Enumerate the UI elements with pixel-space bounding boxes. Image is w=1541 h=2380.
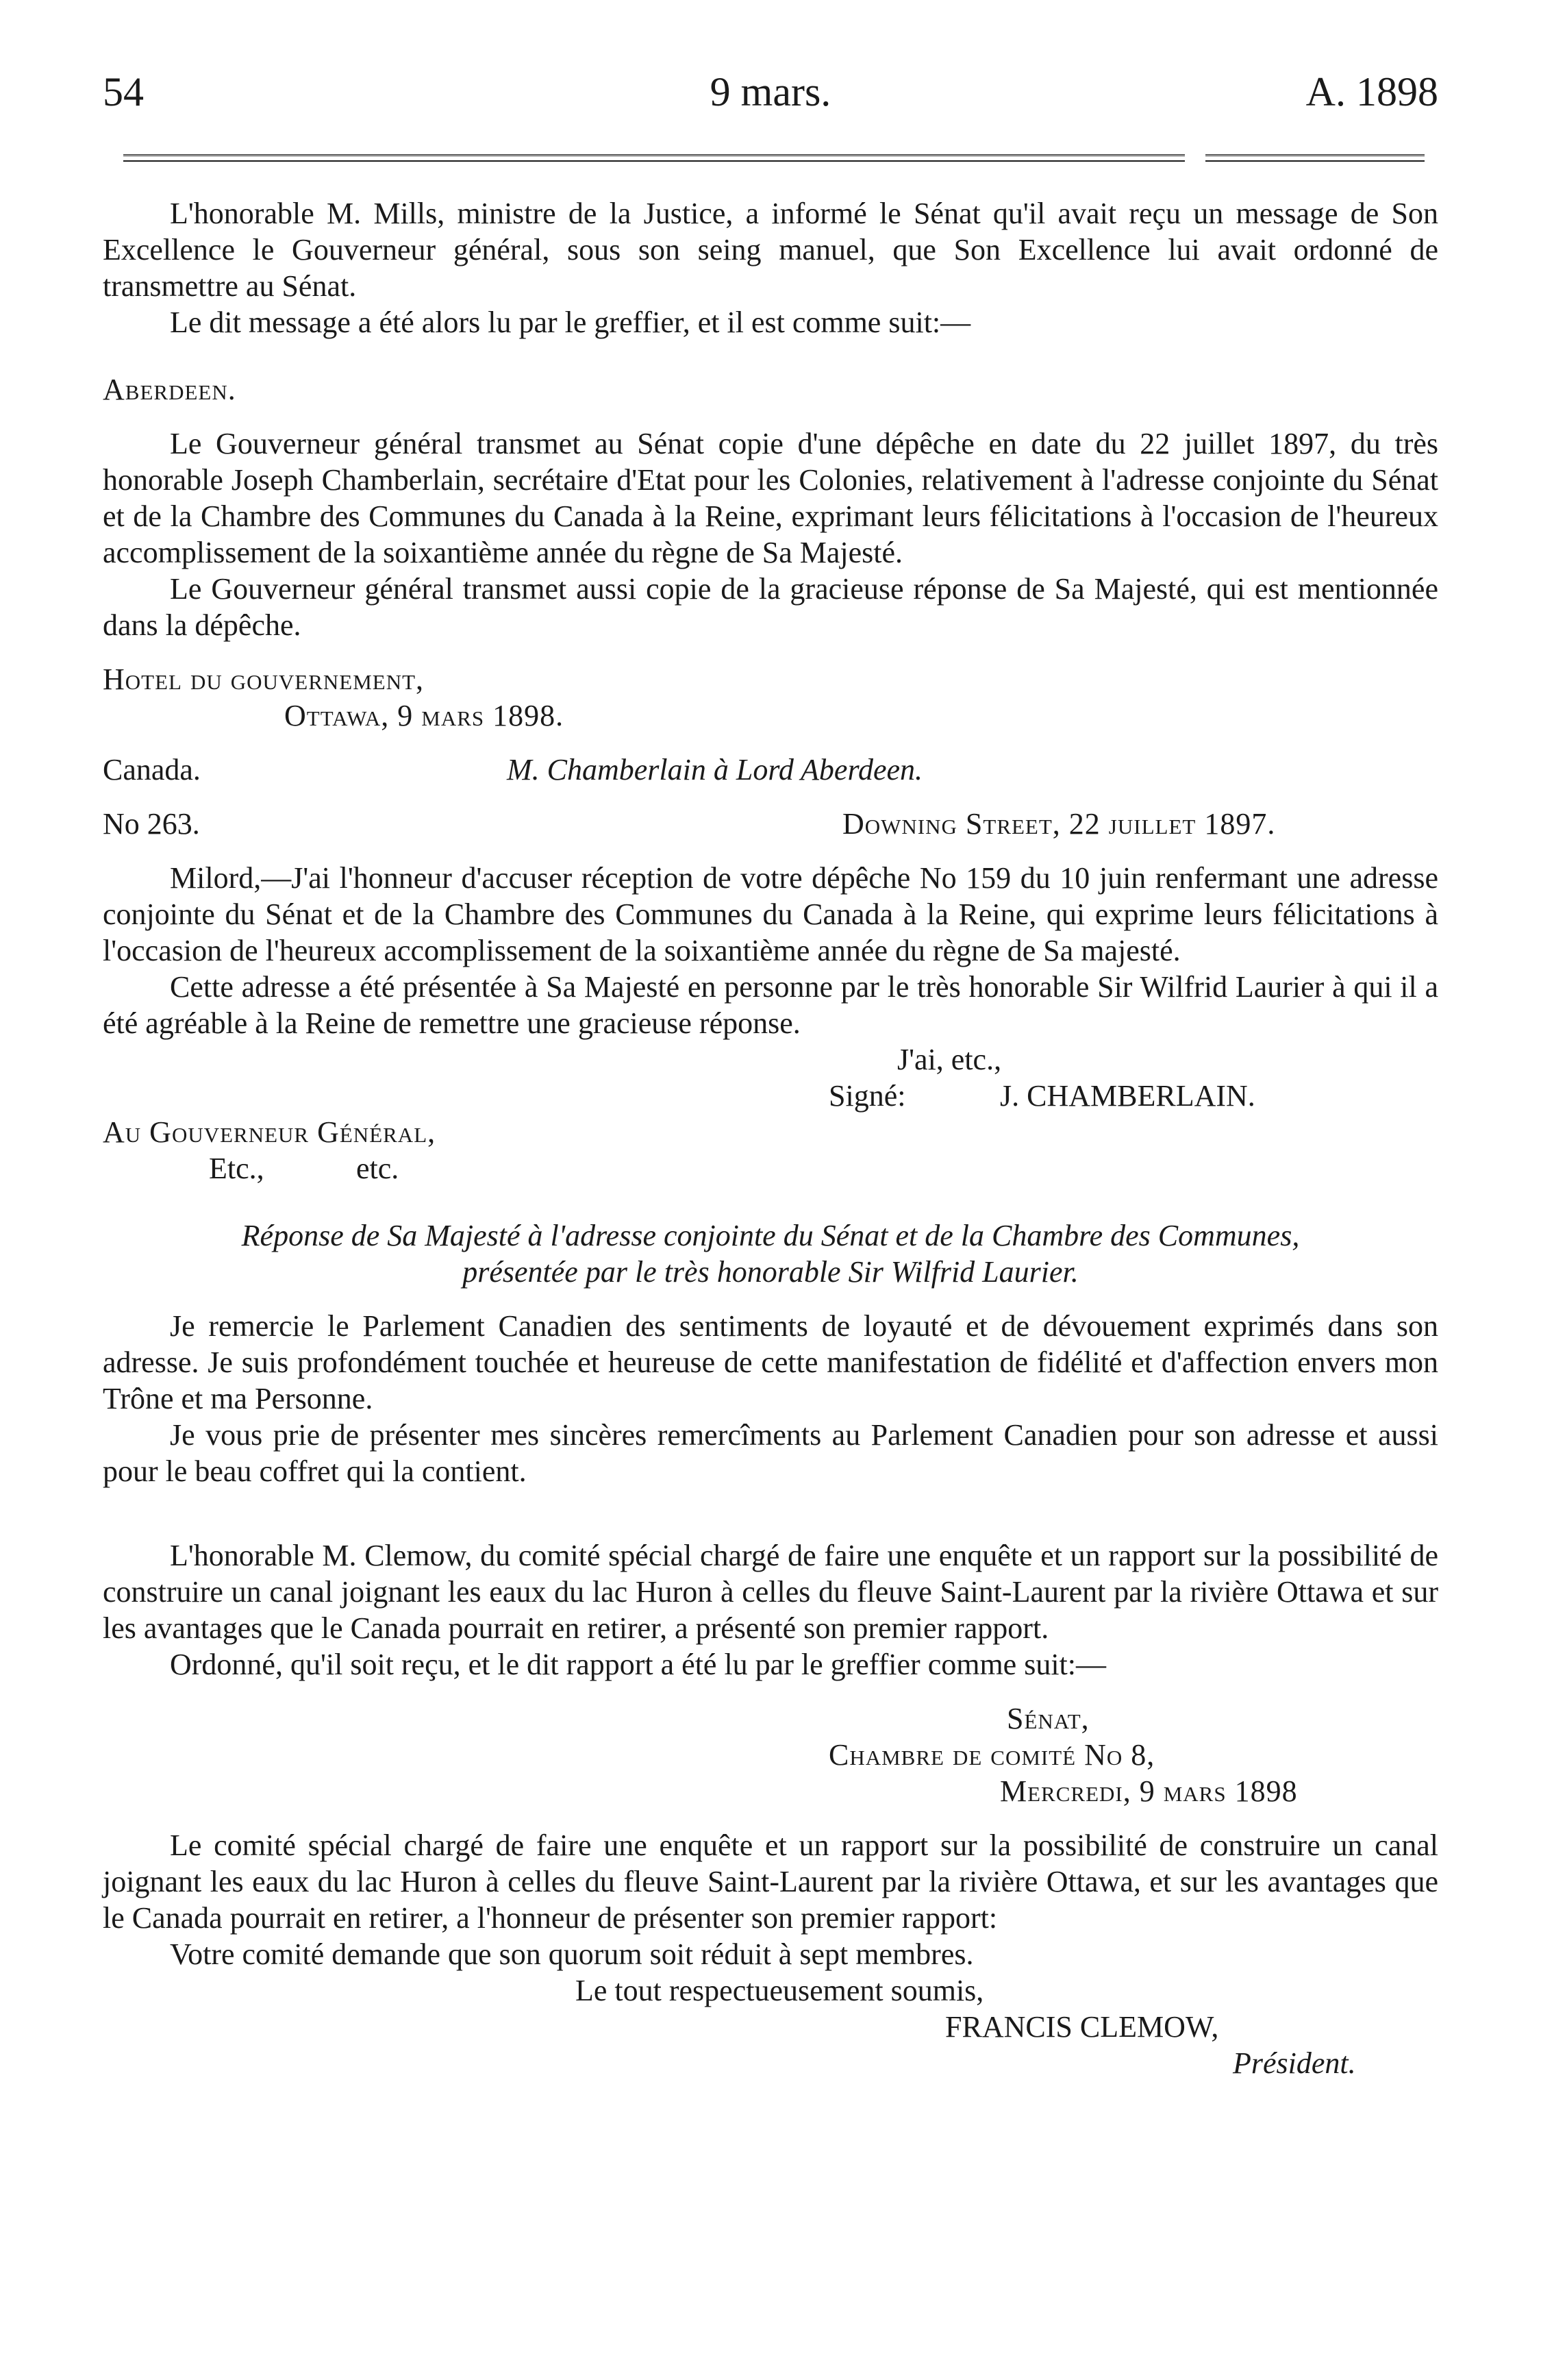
reply-title-2: présentée par le très honorable Sir Wilfrid Laurier. — [462, 1255, 1079, 1289]
respectfully-submitted: Le tout respectueusement soumis, — [575, 1974, 984, 2007]
paragraph-ordonne: Ordonné, qu'il soit reçu, et le dit rapport a été lu par le greffier comme suit:— — [170, 1648, 1107, 1681]
paragraph-milord: Milord,—J'ai l'honneur d'accuser réception de votre dépêche No 159 du 10 juin renfermant une adresse conjointe du Sénat et de la Chambre des Communes du Canada à la Reine, qui exprime leurs félicitations à l'occasion de l'heureux accomplissement de la soixantième année du règne de Sa majesté. — [103, 861, 1438, 967]
ottawa-line: Ottawa, 9 mars 1898. — [284, 699, 564, 732]
paragraph-governor-dispatch: Le Gouverneur général transmet au Sénat copie d'une dépêche en date du 22 juillet 1897, du très honorable Joseph Chamberlain, secrétaire d'Etat pour les Colonies, relativement à l'adresse conjointe du Sénat et de la Chambre des Communes du Canada à la Reine, exprimant leurs félicitations à l'occasion de l'heureux accomplissement de la soixantième année du règne de Sa Majesté. — [103, 427, 1438, 569]
paragraph-message-read: Le dit message a été alors lu par le greffier, et il est comme suit:— — [170, 306, 971, 339]
paragraph-gracious-reply: Le Gouverneur général transmet aussi copie de la gracieuse réponse de Sa Majesté, qui est mentionnée dans la dépêche. — [103, 572, 1438, 642]
signature-clemow: FRANCIS CLEMOW, — [945, 2010, 1219, 2044]
paragraph-clemow: L'honorable M. Clemow, du comité spécial chargé de faire une enquête et un rapport sur la possibilité de construire un canal joignant les eaux du lac Huron à celles du fleuve Saint-Laurent par la rivière Ottawa et sur les avantages que le Canada pourrait en retirer, a présenté son premier rapport. — [103, 1539, 1438, 1645]
canada-label: Canada. — [103, 753, 201, 786]
paragraph-committee-report: Le comité spécial chargé de faire une enquête et un rapport sur la possibilité de construire un canal joignant les eaux du lac Huron à celles du fleuve Saint-Laurent par la rivière Ottawa, et sur les avantages que le Canada pourrait en retirer, a l'honneur de présenter son premier rapport: — [103, 1829, 1438, 1935]
header-rule-left — [123, 154, 1185, 162]
canada-dispatch-heading — [103, 752, 1438, 788]
downing-street: Downing Street, 22 juillet 1897. — [842, 807, 1276, 841]
paragraph-queen-request: Je vous prie de présenter mes sincères remercîments au Parlement Canadien pour son adresse et aussi pour le beau coffret qui la contient. — [103, 1418, 1438, 1488]
dispatch-title: M. Chamberlain à Lord Aberdeen. — [507, 753, 923, 786]
paragraph-quorum: Votre comité demande que son quorum soit réduit à sept membres. — [170, 1937, 974, 1971]
senat-line: Sénat, — [1007, 1702, 1090, 1735]
signe-label: Signé: — [829, 1079, 906, 1113]
paragraph-queen-thanks: Je remercie le Parlement Canadien des sentiments de loyauté et de dévouement exprimés dans son adresse. Je suis profondément touchée et heureuse de cette manifestation de fidélité et d'affection envers mon Trône et ma Personne. — [103, 1309, 1438, 1415]
header-rule-right — [1205, 154, 1425, 162]
header-year: A. 1898 — [1305, 69, 1438, 114]
page-header — [103, 69, 1438, 123]
paragraph-address-presented: Cette adresse a été présentée à Sa Majesté en personne par le très honorable Sir Wilfrid Laurier à qui il a été agréable à la Reine de remettre une gracieuse réponse. — [103, 970, 1438, 1040]
president-title: Président. — [1233, 2046, 1356, 2080]
signe-line — [103, 1078, 1438, 1114]
hotel-line: Hotel du gouvernement, — [103, 662, 425, 696]
reply-title-1: Réponse de Sa Majesté à l'adresse conjointe du Sénat et de la Chambre des Communes, — [241, 1219, 1300, 1252]
header-date: 9 mars. — [710, 69, 831, 114]
paragraph-mills: L'honorable M. Mills, ministre de la Justice, a informé le Sénat qu'il avait reçu un message de Son Excellence le Gouverneur général, sous son seing manuel, que Son Excellence lui avait ordonné de transmettre au Sénat. — [103, 197, 1438, 303]
document-body — [103, 195, 1438, 2081]
chambre-line: Chambre de comité No 8, — [829, 1738, 1155, 1772]
signature-chamberlain: J. CHAMBERLAIN. — [1000, 1079, 1255, 1113]
mercredi-line: Mercredi, 9 mars 1898 — [1000, 1774, 1298, 1808]
au-gouverneur: Au Gouverneur Général, — [103, 1115, 436, 1149]
page-number: 54 — [103, 69, 144, 114]
dispatch-number: No 263. — [103, 807, 200, 841]
dispatch-number-line — [103, 806, 1438, 842]
etc-line: Etc., etc. — [209, 1152, 399, 1185]
jai-etc: J'ai, etc., — [897, 1043, 1002, 1076]
signature-aberdeen: Aberdeen. — [103, 373, 236, 406]
